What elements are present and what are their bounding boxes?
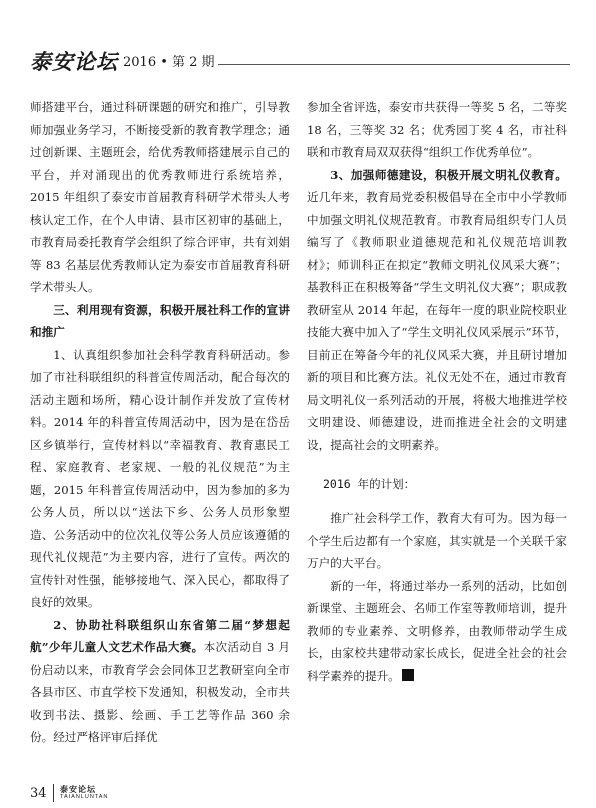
footer-logo-subtitle: TAIANLUNTAN bbox=[60, 794, 109, 800]
paragraph-text: 本次活动自 3 月份启动以来，市教育学会会同体卫艺教研室向全市各县市区、市直学校下发通知，积极发动，全市共收到书法、摄影、绘画、手工艺等作品 360 余份。经过严格评审后择优 bbox=[30, 640, 291, 744]
paragraph: 师搭建平台，通过科研课题的研究和推广，引导教师加强业务学习，不断接受新的教育教学理念；通过创新课、主题班会，给优秀教师搭建展示自己的平台，并对涌现出的优秀教师进行系统培养，2015 年组织了泰安市首届教育科研学术带头人考核认定工作，在个人申请、县市区初审的基础上，市教育局委托教育学会组织了综合评审，共有刘娟等 83 名基层优秀教师认定为泰安市首届教育科研学术带头人。 bbox=[30, 100, 290, 294]
right-column bbox=[307, 96, 567, 687]
issue-label: 2016 • 第 2 期 bbox=[123, 55, 215, 70]
subheading: 2、协助社科联组织山东省第二届“梦想起航”少年儿童人文艺术作品大赛。 bbox=[30, 617, 290, 654]
footer-logo: 泰安论坛 bbox=[60, 784, 96, 794]
paragraph-text: 新的一年，将通过举办一系列的活动，比如创新课堂、主题班会、名师工作室等教师培训，提升教师的专业素养、文明修养，由教师带动学生成长，由家校共建带动家长成长，促进全社会的社会科学素养的提升。 bbox=[307, 578, 567, 683]
paragraph: 参加全省评选，泰安市共获得一等奖 5 名，二等奖 18 名，三等奖 32 名；优秀园丁奖 4 名，市社科联和市教育局双双获得“组织工作优秀单位”。 bbox=[307, 100, 567, 159]
paragraph bbox=[307, 164, 567, 457]
header-rule bbox=[218, 64, 570, 65]
section-heading: 三、利用现有资源，积极开展社科工作的宣讲和推广 bbox=[30, 302, 290, 339]
paragraph bbox=[307, 575, 567, 688]
end-mark-icon bbox=[402, 669, 414, 681]
footer-divider bbox=[53, 784, 54, 802]
left-column bbox=[30, 96, 290, 749]
page-header bbox=[30, 46, 570, 72]
subheading: 3、加强师德建设，积极开展文明礼仪教育。 bbox=[330, 167, 567, 182]
paragraph-text: 近几年来，教育局党委积极倡导在全市中小学教师中加强文明礼仪规范教育。市教育局组织专门人员编写了《教师职业道德规范和礼仪规范培训教材》；师训科正在拟定“教师文明礼仪风采大赛”；基教科正在积极筹备“学生文明礼仪大赛”；职成教教研室从 2014 年起，在每年一度的职业院校职业技能大赛中加入了“学生文明礼仪风采展示”环节，目前正在筹备今年的礼仪风采大赛，并且研讨增加新的项目和比赛方法。礼仪无处不在，通过市教育局文明礼仪一系列活动的开展，将极大地推进学校文明建设、师德建设，进而推进全社会的文明建设，提高社会的文明素养。 bbox=[307, 190, 567, 452]
page-footer bbox=[30, 784, 230, 806]
plan-label: 2016 年的计划： bbox=[323, 477, 416, 491]
paragraph: 1、认真组织参加社会科学教育科研活动。参加了市社科联组织的科普宣传周活动，配合每次的活动主题和场所，精心设计制作并发放了宣传材料。2014 年的科普宣传周活动中，因为是在岱岳区乡镇举行，宣传材料以“幸福教育、教育惠民工程、家庭教育、老家规、一般的礼仪规范”为主题，2015 年科普宣传周活动中，因为参加的多为公务人员，所以以“送法下乡、公务人员形象塑造、公务活动中的位次礼仪等公务人员应该遵循的现代礼仪规范”为主要内容，进行了宣传。两次的宣传针对性强，能够接地气、深入民心，都取得了良好的效果。 bbox=[30, 347, 290, 609]
paragraph: 推广社会科学工作，教育大有可为。因为每一个学生后边都有一个家庭，其实就是一个关联千家万户的大平台。 bbox=[307, 511, 567, 570]
page-number: 34 bbox=[30, 786, 47, 801]
masthead-logo: 泰安论坛 bbox=[30, 49, 118, 74]
paragraph bbox=[30, 614, 290, 749]
